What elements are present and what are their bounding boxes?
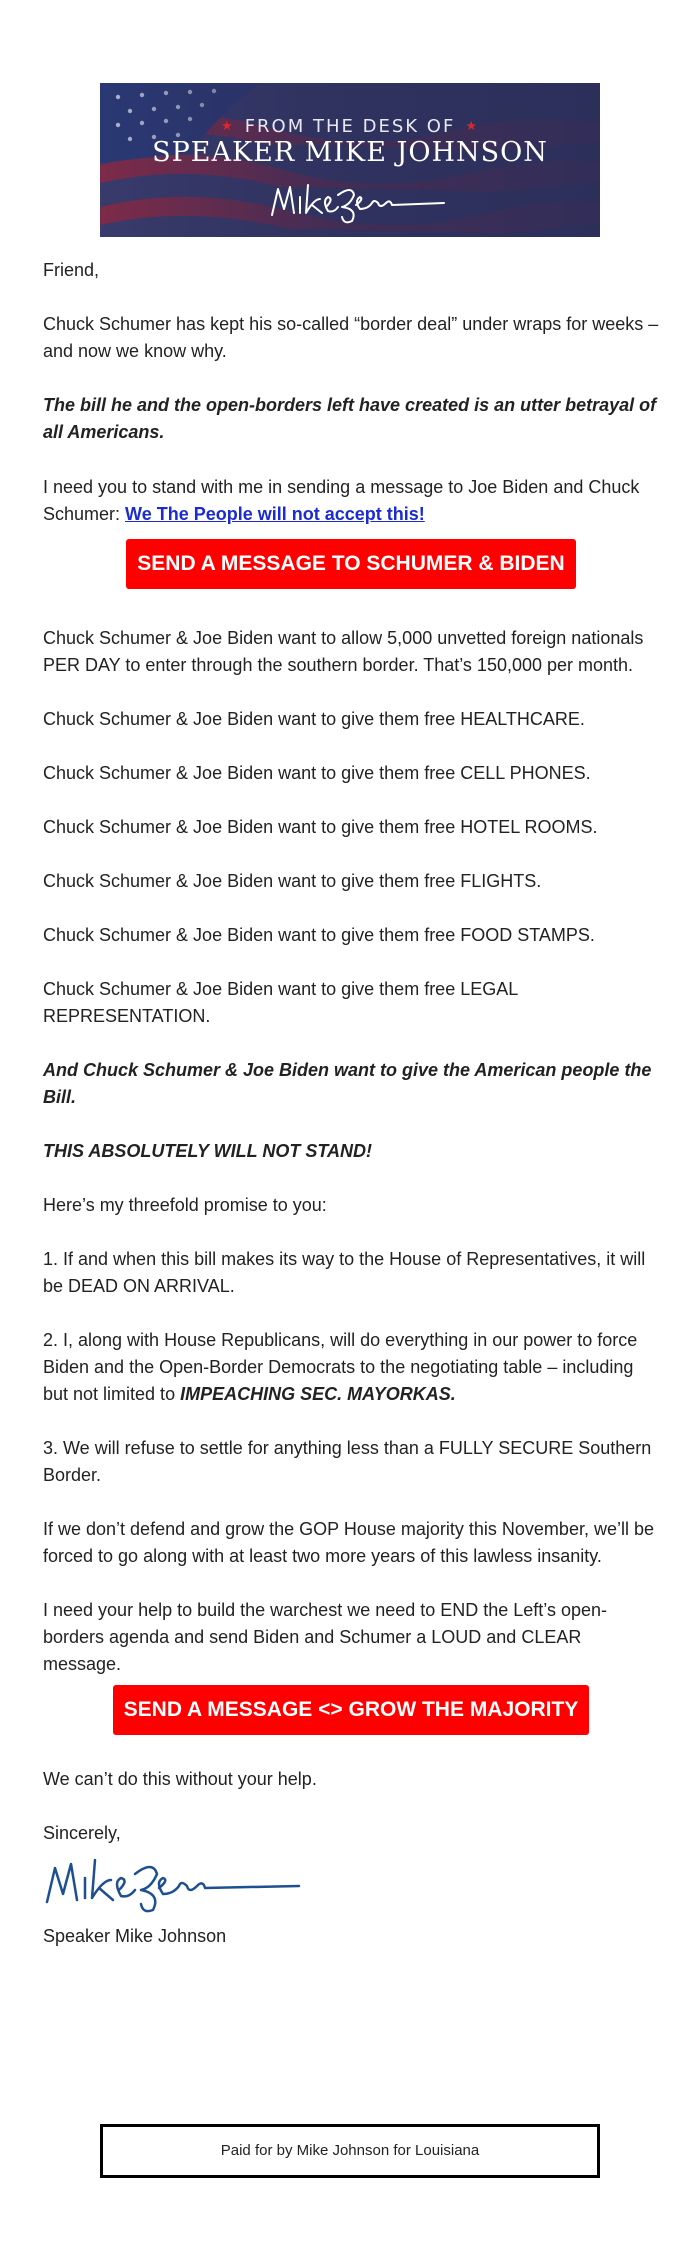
paragraph: Chuck Schumer has kept his so-called “border deal” under wraps for weeks – and now we know why. — [43, 314, 659, 361]
paragraph: If we don’t defend and grow the GOP House majority this November, we’ll be forced to go along with at least two more years of this lawless insanity. — [43, 1519, 654, 1566]
promise-2 — [43, 1327, 663, 1408]
promise-3: 3. We will refuse to settle for anything less than a FULLY SECURE Southern Border. — [43, 1438, 652, 1485]
emphasis-paragraph: The bill he and the open-borders left have created is an utter betrayal of all Americans. — [43, 395, 657, 442]
send-message-schumer-biden-button[interactable]: SEND A MESSAGE TO SCHUMER & BIDEN — [126, 539, 576, 589]
emphasis-paragraph: THIS ABSOLUTELY WILL NOT STAND! — [43, 1141, 372, 1161]
star-icon: ★ — [465, 119, 479, 134]
closing: Sincerely, — [43, 1823, 121, 1843]
paragraph — [43, 474, 663, 528]
banner-line1-text: FROM THE DESK OF — [244, 116, 456, 137]
paragraph: I need your help to build the warchest we need to END the Left’s open-borders agenda and send Biden and Schumer a LOUD and CLEAR message. — [43, 1600, 608, 1674]
paragraph-text: I need you to stand with me in sending a message to Joe Biden and Chuck Schumer: — [43, 477, 640, 524]
paragraph: Here’s my threefold promise to you: — [43, 1195, 327, 1215]
star-icon: ★ — [221, 119, 235, 134]
signature — [43, 1848, 303, 1914]
header-banner — [100, 83, 600, 237]
emphasis-paragraph: And Chuck Schumer & Joe Biden want to give the American people the Bill. — [43, 1060, 652, 1107]
we-the-people-link[interactable]: We The People will not accept this! — [125, 504, 425, 524]
promise-2-emphasis: IMPEACHING SEC. MAYORKAS. — [180, 1384, 456, 1404]
paragraph: Chuck Schumer & Joe Biden want to give them free LEGAL REPRESENTATION. — [43, 979, 518, 1026]
banner-line1 — [100, 116, 600, 137]
grow-the-majority-button[interactable]: SEND A MESSAGE <> GROW THE MAJORITY — [113, 1685, 589, 1735]
banner-signature — [268, 175, 448, 225]
paragraph: We can’t do this without your help. — [43, 1769, 317, 1789]
banner-line2: SPEAKER MIKE JOHNSON — [152, 137, 548, 168]
paragraph: Chuck Schumer & Joe Biden want to give them free CELL PHONES. — [43, 763, 591, 783]
paragraph: Chuck Schumer & Joe Biden want to allow 5,000 unvetted foreign nationals PER DAY to enter through the southern border. That’s 150,000 per month. — [43, 628, 644, 675]
paragraph: Chuck Schumer & Joe Biden want to give them free HEALTHCARE. — [43, 709, 585, 729]
greeting: Friend, — [43, 260, 100, 280]
paragraph: Chuck Schumer & Joe Biden want to give them free FLIGHTS. — [43, 871, 542, 891]
paragraph: Chuck Schumer & Joe Biden want to give them free FOOD STAMPS. — [43, 925, 595, 945]
promise-1: 1. If and when this bill makes its way to the House of Representatives, it will be DEAD ON ARRIVAL. — [43, 1249, 646, 1296]
signer-name: Speaker Mike Johnson — [43, 1926, 227, 1946]
paragraph: Chuck Schumer & Joe Biden want to give them free HOTEL ROOMS. — [43, 817, 598, 837]
footer-disclaimer: Paid for by Mike Johnson for Louisiana — [100, 2124, 600, 2178]
promise-2-text: 2. I, along with House Republicans, will do everything in our power to force Biden and the Open-Border Democrats to the negotiating table – including but not limited to — [43, 1330, 638, 1404]
